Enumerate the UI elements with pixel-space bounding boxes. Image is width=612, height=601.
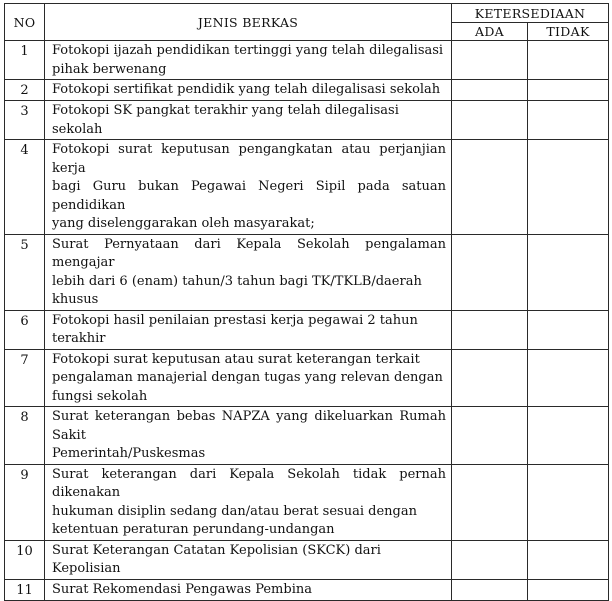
row-number: 2 [5, 80, 45, 101]
ada-checkbox-cell[interactable] [452, 140, 528, 235]
table-row [5, 80, 609, 101]
ada-checkbox-cell[interactable] [452, 349, 528, 407]
ada-checkbox-cell[interactable] [452, 80, 528, 101]
document-description [45, 407, 452, 465]
row-number: 10 [5, 540, 45, 579]
description-line: hukuman disiplin sedang dan/atau berat sesuai dengan [52, 503, 417, 519]
description-line: Fotokopi SK pangkat terakhir yang telah dilegalisasi sekolah [52, 103, 399, 137]
tidak-checkbox-cell[interactable] [528, 464, 609, 540]
tidak-checkbox-cell[interactable] [528, 540, 609, 579]
table-row [5, 407, 609, 465]
table-row [5, 540, 609, 579]
header-tidak: TIDAK [528, 23, 609, 41]
description-line: pengalaman manajerial dengan tugas yang relevan dengan [52, 370, 443, 385]
row-number: 5 [5, 234, 45, 310]
description-line: Fotokopi ijazah pendidikan tertinggi yang telah dilegalisasi [52, 43, 444, 58]
table-row [5, 349, 609, 407]
row-number: 4 [5, 140, 45, 235]
row-number: 8 [5, 407, 45, 465]
description-line: Fotokopi hasil penilaian prestasi kerja pegawai 2 tahun [52, 312, 418, 328]
tidak-checkbox-cell[interactable] [528, 234, 609, 310]
description-line: Surat Rekomendasi Pengawas Pembina [52, 581, 312, 597]
description-line: Surat Pernyataan dari Kepala Sekolah pengalaman mengajar [52, 236, 446, 270]
table-row [5, 579, 609, 600]
description-line: ketentuan peraturan perundang-undangan [52, 522, 335, 537]
document-description [45, 234, 452, 310]
row-number: 7 [5, 349, 45, 407]
document-description [45, 579, 452, 600]
ada-checkbox-cell[interactable] [452, 101, 528, 140]
document-description [45, 41, 452, 80]
tidak-checkbox-cell[interactable] [528, 407, 609, 465]
header-ketersediaan: KETERSEDIAAN [452, 4, 609, 23]
document-description [45, 464, 452, 540]
document-checklist-table [4, 3, 609, 601]
document-description [45, 80, 452, 101]
table-row [5, 234, 609, 310]
description-line: Surat keterangan bebas NAPZA yang dikeluarkan Rumah Sakit [52, 409, 446, 443]
description-line: pihak berwenang [52, 61, 167, 77]
row-number: 11 [5, 579, 45, 600]
ada-checkbox-cell[interactable] [452, 41, 528, 80]
description-line: fungsi sekolah [52, 388, 148, 404]
ada-checkbox-cell[interactable] [452, 234, 528, 310]
tidak-checkbox-cell[interactable] [528, 349, 609, 407]
document-description [45, 349, 452, 407]
tidak-checkbox-cell[interactable] [528, 310, 609, 349]
document-description [45, 101, 452, 140]
row-number: 6 [5, 310, 45, 349]
row-number: 3 [5, 101, 45, 140]
description-line: Fotokopi sertifikat pendidik yang telah dilegalisasi sekolah [52, 82, 441, 97]
header-jenis-berkas: JENIS BERKAS [45, 4, 452, 41]
table-body [5, 41, 609, 601]
document-description [45, 540, 452, 579]
description-line: yang diselenggarakan oleh masyarakat; [52, 216, 315, 231]
description-line: bagi Guru bukan Pegawai Negeri Sipil pada satuan pendidikan [52, 179, 446, 213]
description-line: lebih dari 6 (enam) tahun/3 tahun bagi TK/TKLB/daerah [52, 273, 422, 289]
table-row [5, 101, 609, 140]
document-description [45, 310, 452, 349]
tidak-checkbox-cell[interactable] [528, 41, 609, 80]
ada-checkbox-cell[interactable] [452, 540, 528, 579]
description-line: Surat keterangan dari Kepala Sekolah tidak pernah dikenakan [52, 466, 446, 500]
description-line: khusus [52, 292, 99, 307]
document-description [45, 140, 452, 235]
description-line: Pemerintah/Puskesmas [52, 446, 206, 461]
ada-checkbox-cell[interactable] [452, 407, 528, 465]
tidak-checkbox-cell[interactable] [528, 80, 609, 101]
table-row [5, 41, 609, 80]
tidak-checkbox-cell[interactable] [528, 101, 609, 140]
table-row [5, 310, 609, 349]
row-number: 9 [5, 464, 45, 540]
ada-checkbox-cell[interactable] [452, 310, 528, 349]
header-ada: ADA [452, 23, 528, 41]
ada-checkbox-cell[interactable] [452, 579, 528, 600]
description-line: Fotokopi surat keputusan atau surat keterangan terkait [52, 351, 420, 367]
description-line: terakhir [52, 331, 106, 346]
ada-checkbox-cell[interactable] [452, 464, 528, 540]
table-row [5, 464, 609, 540]
table-row [5, 140, 609, 235]
header-no: NO [5, 4, 45, 41]
description-line: Fotokopi surat keputusan pengangkatan atau perjanjian kerja [52, 142, 446, 176]
tidak-checkbox-cell[interactable] [528, 140, 609, 235]
description-line: Surat Keterangan Catatan Kepolisian (SKCK) dari Kepolisian [52, 542, 381, 576]
row-number: 1 [5, 41, 45, 80]
tidak-checkbox-cell[interactable] [528, 579, 609, 600]
